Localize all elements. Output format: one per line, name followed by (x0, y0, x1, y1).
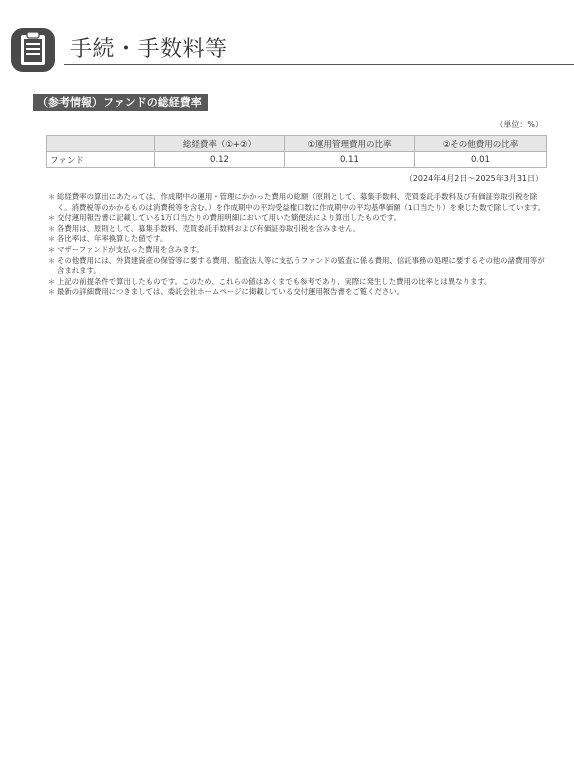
footnote: ＊ 上記の前提条件で算出したものです。このため、これらの値はあくまでも参考であり、実際に発生した費用の比率とは異なります。 (48, 277, 548, 288)
unit-note: （単位：%） (495, 120, 543, 129)
section-heading: （参考情報）ファンドの総経費率 (33, 94, 208, 111)
row-label: ファンド (47, 152, 155, 168)
column-header-management-fee-ratio: ①運用管理費用の比率 (285, 136, 415, 152)
footnote: ＊ 最新の詳細費用につきましては、委託会社ホームページに掲載している交付運用報告書をご覧ください。 (48, 287, 548, 298)
page-header (10, 26, 550, 76)
expense-ratio-table (46, 135, 547, 168)
management-fee-ratio-value: 0.11 (285, 152, 415, 168)
footnote: ＊ 各費用は、原則として、募集手数料、売買委託手数料および有価証券取引税を含みません。 (48, 224, 548, 235)
footnote: ＊ その他費用には、外貨建資産の保管等に要する費用、監査法人等に支払うファンドの監査に係る費用、信託事務の処理に要するその他の諸費用等が含まれます。 (48, 256, 548, 277)
period-note: （2024年4月2日～2025年3月31日） (404, 174, 543, 183)
page-title: 手続・手数料等 (70, 37, 228, 62)
table-header-row (47, 136, 547, 152)
total-expense-ratio-value: 0.12 (155, 152, 285, 168)
header-divider (64, 64, 574, 65)
footnote: ＊ マザーファンドが支払った費用を含みます。 (48, 245, 548, 256)
footnote: ＊ 交付運用報告書に記載している1万口当たりの費用明細において用いた簡便法により算出したものです。 (48, 213, 548, 224)
clipboard-icon (10, 26, 58, 74)
column-header-total-expense-ratio: 総経費率（①+②） (155, 136, 285, 152)
column-header-other-expense-ratio: ②その他費用の比率 (415, 136, 547, 152)
column-header (47, 136, 155, 152)
footnote: ＊ 各比率は、年率換算した値です。 (48, 234, 548, 245)
other-expense-ratio-value: 0.01 (415, 152, 547, 168)
footnote: ＊ 総経費率の算出にあたっては、作成期中の運用・管理にかかった費用の総額（原則として、募集手数料、売買委託手数料及び有価証券取引税を除く。消費税等のかかるものは消費税等を含む。）を作成期中の平均受益権口数に作成期中の平均基準価額（1口当たり）を乗じた数で除しています。 (48, 192, 548, 213)
table-row (47, 152, 547, 168)
footnote-list (48, 192, 548, 298)
